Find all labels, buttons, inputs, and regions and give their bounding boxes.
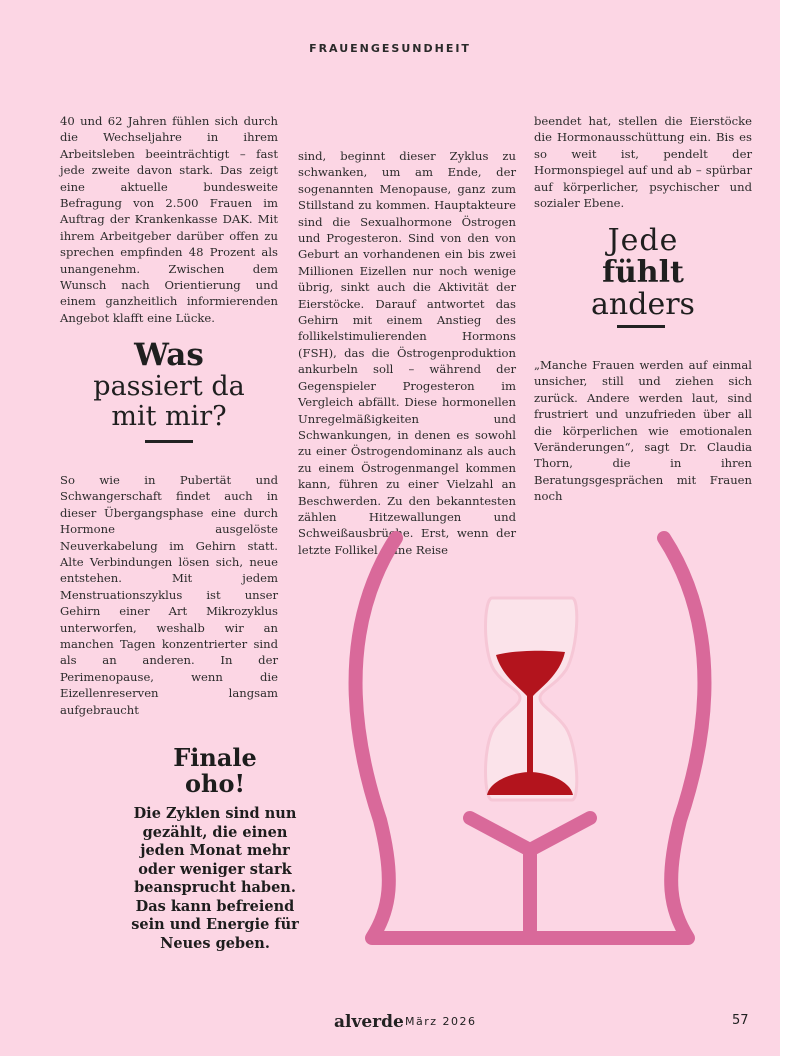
issue-date: März 2026: [405, 1015, 477, 1028]
heading-was-line3: mit mir?: [111, 401, 227, 432]
column-1-bottom-text: So wie in Pubertät und Schwangerschaft findet auch in dieser Übergangsphase eine durch Hormone ausgelöste Neuverkabelung im Gehirn statt. Alte Verbindungen lösen sich, neue entstehen. Mit jedem Menstruationszyklus ist unser Gehirn einer Art Mikrozyklus unterworfen, weshalb wir an manchen Tagen konzentrierter sind als an anderen. In der Perimenopause, wenn die Eizellenreserven langsam aufgebraucht: [60, 473, 278, 717]
section-header: FRAUENGESUNDHEIT: [309, 42, 471, 55]
top-sand-shape: [496, 651, 565, 696]
brand-logo: alverde: [334, 1012, 404, 1032]
finale-body: Die Zyklen sind nun gezählt, die einen jeden Monat mehr oder weniger stark beansprucht haben. Das kann befreiend sein und Energie für Neues geben.: [131, 805, 299, 952]
heading-jede-line2: fühlt: [602, 255, 684, 290]
sand-stream-shape: [527, 694, 533, 774]
heading-jede-line3: anders: [591, 287, 695, 322]
column-3-top-text: beendet hat, stellen die Eierstöcke die Hormonausschüttung ein. Bis es so weit ist, pendelt der Hormonspiegel auf und ab – spürbar auf körperlicher, psychischer und sozialer Ebene.: [534, 114, 752, 211]
column-2-text: sind, beginnt dieser Zyklus zu schwanken, um am Ende, der sogenannten Menopause, ganz zum Stillstand zu kommen. Hauptakteure sind die Sexualhormone Östrogen und Progesteron. Sind von den von Geburt an vorhandenen ein bis zwei Millionen Eizellen nur noch wenige übrig, sinkt auch die Aktivität der Eierstöcke. Darauf antwortet das Gehirn mit einem Anstieg des follikelstimulierenden Hormons (FSH), das die Östrogenproduktion ankurbeln soll – während der Gegenspieler Progesteron im Vergleich abfällt. Diese hormonellen Unregelmäßigkeiten und Schwankungen, in denen es sowohl zu einer Östrogendominanz als auch zu einem Östrogenmangel kommen kann, führen zu einer Vielzahl an Beschwerden. Zu den bekanntesten zählen Hitzewallungen und Schweißausbrüche. Erst, wenn der letzte Follikel seine Reise: [298, 149, 516, 557]
heading-jede-line1: Jede: [607, 223, 679, 258]
heading-was-line2: passiert da: [93, 371, 245, 402]
heading-was-line1: Was: [134, 337, 204, 373]
finale-box: [120, 745, 310, 953]
page-number: 57: [732, 1013, 749, 1028]
finale-title-line1: Finale: [173, 743, 257, 772]
column-3-bottom-text: „Manche Frauen werden auf einmal unsicher, still und ziehen sich zurück. Andere werden laut, sind frustriert und unzufrieden über all die körperlichen wie emotionalen Veränderungen“, sagt Dr. Claudia Thorn, die in ihren Beratungsgesprächen mit Frauen noch: [534, 358, 752, 504]
column-1-top-text: 40 und 62 Jahren fühlen sich durch die Wechseljahre in ihrem Arbeitsleben beeinträchtigt – fast jede zweite davon stark. Das zeigt eine aktuelle bundesweite Befragung von 2.500 Frauen im Auftrag der Krankenkasse DAK. Mit ihrem Arbeitgeber darüber offen zu sprechen empfinden 48 Prozent als unangenehm. Zwischen dem Wunsch nach Orientierung und einem ganzheitlich informierenden Angebot klafft eine Lücke.: [60, 114, 278, 325]
finale-title-line2: oho!: [185, 769, 245, 798]
page-footer: [0, 1012, 780, 1032]
